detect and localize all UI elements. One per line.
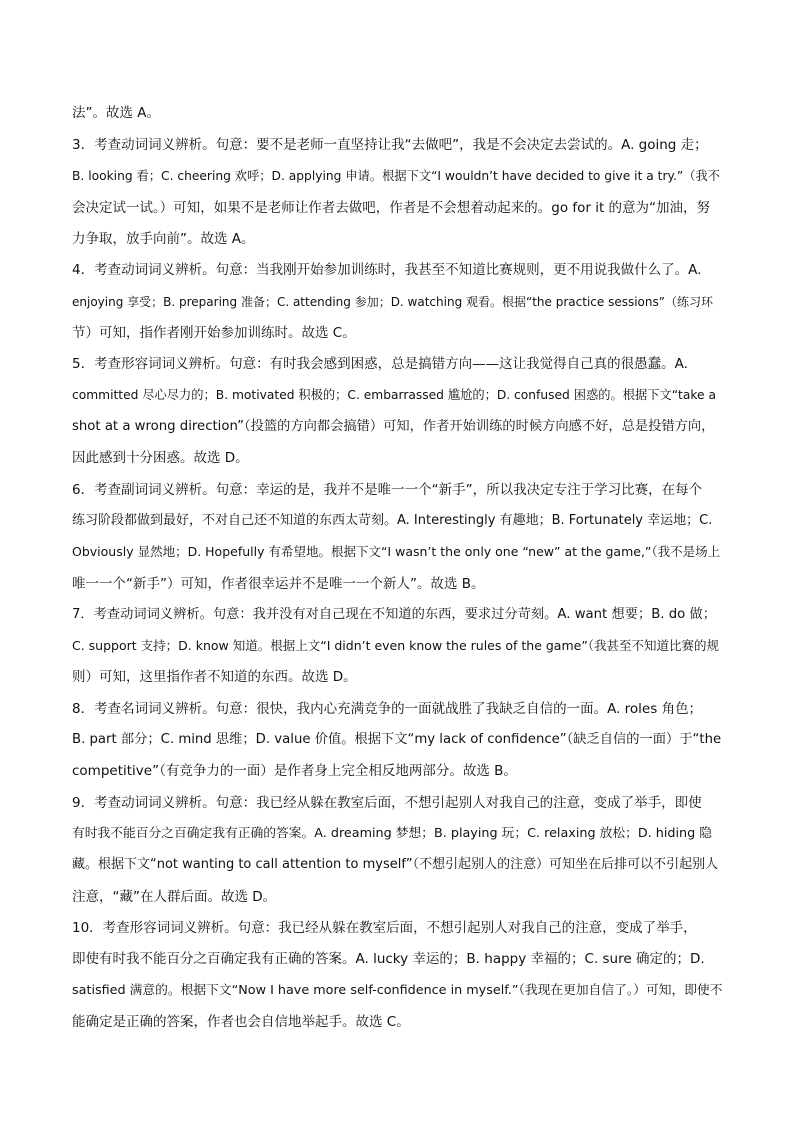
text-line: 有时我不能百分之百确定我有正确的答案。A. dreaming 梦想；B. playing 玩；C. relaxing 放松；D. hiding 隐: [72, 826, 713, 841]
text-line: 5．考查形容词词义辨析。句意：有时我会感到困惑，总是搞错方向——这让我觉得自己真的很愚蠢。A.: [72, 356, 688, 372]
text-line: 能确定是正确的答案，作者也会自信地举起手。故选 C。: [72, 1014, 410, 1030]
text-line: 会决定试一试。）可知，如果不是老师让作者去做吧，作者是不会想着动起来的。go for it 的意为“加油，努: [72, 200, 711, 216]
text-line: enjoying 享受；B. preparing 准备；C. attending 参加；D. watching 观看。根据“the practice sessions”（练习环: [72, 295, 713, 309]
text-line: 法”。故选 A。: [72, 105, 161, 121]
text-line: 力争取，放手向前”。故选 A。: [72, 231, 255, 247]
text-line: 10．考查形容词词义辨析。句意：我已经从躲在教室后面，不想引起别人对我自己的注意，变成了举手，: [72, 920, 697, 936]
text-line: 练习阶段都做到最好，不对自己还不知道的东西太苛刻。A. Interestingly 有趣地；B. Fortunately 幸运地；C.: [72, 513, 713, 528]
text-line: 7．考查动词词义辨析。句意：我并没有对自己现在不知道的东西，要求过分苛刻。A. want 想要；B. do 做；: [72, 607, 716, 622]
text-line: competitive”（有竞争力的一面）是作者身上完全相反地两部分。故选 B。: [72, 763, 517, 779]
text-line: 注意，“藏”在人群后面。故选 D。: [72, 889, 277, 905]
text-line: 节）可知，指作者刚开始参加训练时。故选 C。: [72, 325, 356, 341]
text-line: committed 尽心尽力的；B. motivated 积极的；C. embarrassed 尴尬的；D. confused 困惑的。根据下文“take a: [72, 388, 716, 402]
text-line: shot at a wrong direction”（投篮的方向都会搞错）可知，作者开始训练的时候方向感不好，总是投错方向，: [72, 419, 715, 434]
text-line: 9．考查动词词义辨析。句意：我已经从躲在教室后面，不想引起别人对我自己的注意，变成了举手，即使: [72, 795, 702, 811]
text-line: 因此感到十分困惑。故选 D。: [72, 450, 249, 466]
text-line: C. support 支持；D. know 知道。根据上文“I didn’t even know the rules of the game”（我甚至不知道比赛的规: [72, 638, 720, 653]
text-line: satisfied 满意的。根据下文“Now I have more self-confidence in myself.”（我现在更加自信了。）可知，即使不: [72, 983, 723, 998]
text-line: 3．考查动词词义辨析。句意：要不是老师一直坚持让我“去做吧”，我是不会决定去尝试的。A. going 走；: [72, 137, 708, 153]
text-line: 即使有时我不能百分之百确定我有正确的答案。A. lucky 幸运的；B. happy 幸福的；C. sure 确定的；D.: [72, 951, 705, 967]
text-line: Obviously 显然地；D. Hopefully 有希望地。根据下文“I wasn’t the only one “new” at the game,”（我不是场上: [72, 544, 721, 559]
text-line: B. looking 看；C. cheering 欢呼；D. applying 申请。根据下文“I wouldn’t have decided to give it a try.”（我不: [72, 169, 721, 183]
text-line: 则）可知，这里指作者不知道的东西。故选 D。: [72, 669, 357, 685]
text-line: 唯一一个“新手”）可知，作者很幸运并不是唯一一个新人”。故选 B。: [72, 576, 485, 592]
text-line: 6．考查副词词义辨析。句意：幸运的是，我并不是唯一一个“新手”，所以我决定专注于学习比赛，在每个: [72, 482, 703, 498]
text-line: B. part 部分；C. mind 思维；D. value 价值。根据下文“my lack of confidence”（缺乏自信的一面）于“the: [72, 732, 722, 747]
text-line: 4．考查动词词义辨析。句意：当我刚开始参加训练时，我甚至不知道比赛规则，更不用说我做什么了。A.: [72, 262, 702, 278]
text-line: 藏。根据下文“not wanting to call attention to myself”（不想引起别人的注意）可知坐在后排可以不引起别人: [72, 857, 719, 872]
text-line: 8．考查名词词义辨析。句意：很快，我内心充满竞争的一面就战胜了我缺乏自信的一面。A. roles 角色；: [72, 701, 703, 717]
